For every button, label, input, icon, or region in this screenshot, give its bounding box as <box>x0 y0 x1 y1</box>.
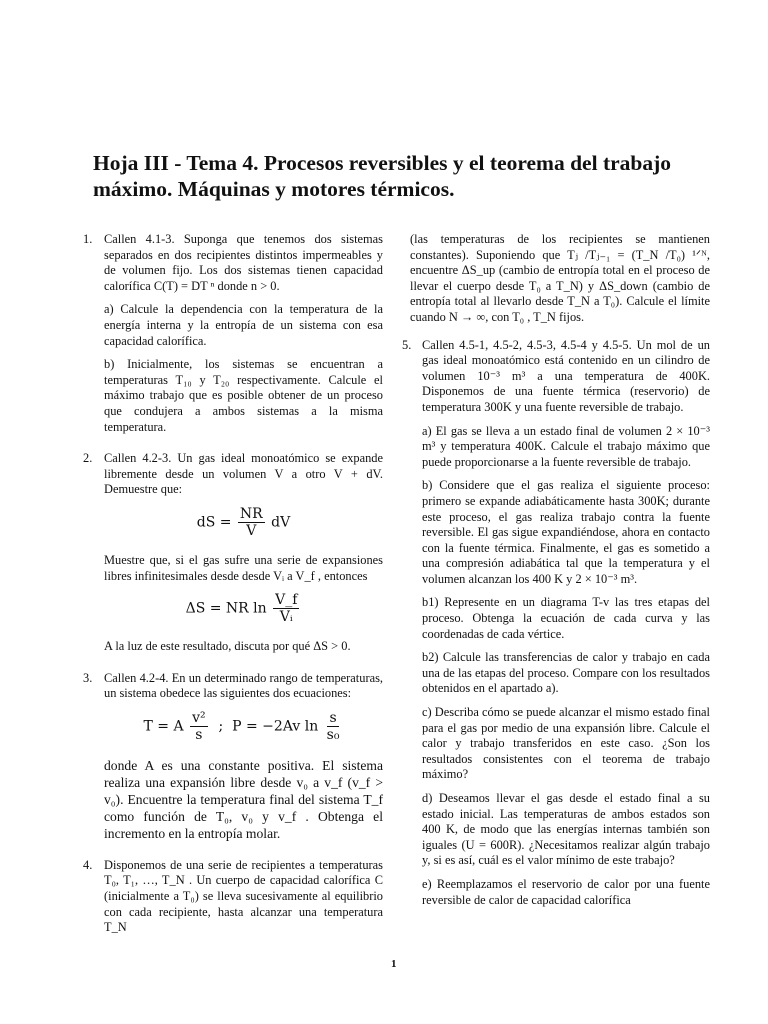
eq-fraction <box>238 506 265 539</box>
problem-4 <box>83 858 383 936</box>
equation-ds <box>104 506 383 539</box>
problem-3 <box>83 671 383 842</box>
page-number: 1 <box>391 958 397 970</box>
problem-intro: Callen 4.2-4. En un determinado rango de temperaturas, un sistema obedece las siguientes dos ecuaciones: <box>104 670 383 701</box>
problem-number: 1. <box>83 232 93 246</box>
eq-numerator: s <box>329 709 337 726</box>
eq-lhs: dS = <box>196 514 232 531</box>
eq-separator: ; <box>218 718 224 735</box>
problem-intro: Callen 4.1-3. Suponga que tenemos dos sistemas separados en dos recipientes distintos impermeables y de volumen fijo. Los dos sistemas tienen capacidad calorífica C(T) = DT ⁿ donde n > 0. <box>104 232 383 293</box>
eq-denominator: V <box>246 522 257 539</box>
eq-numerator: v² <box>192 709 206 726</box>
problem-5 <box>402 337 710 909</box>
problem-part: b) Considere que el gas realiza el siguiente proceso: primero se expande adiabáticamente hasta 300K; durante este proceso, el gas realiza trabajo contra la fuente reversible. El gas sigue expandiéndose, ahora en contacto con la fuente térmica. Finalmente, el gas es sometido a una compresión adiabática tal que la temperatura y el volumen alcanzan los 400 K y 2 × 10⁻³ m³. <box>422 478 710 586</box>
eq-numerator: NR <box>239 505 263 522</box>
problem-part: b1) Represente en un diagrama T-v las tres etapas del proceso. Obtenga la ecuación de cada curva y las coordenadas de cada vértice. <box>422 595 710 641</box>
eq-rhs: dV <box>271 514 291 531</box>
eq-numerator: V_f <box>275 592 298 609</box>
problem-2 <box>83 451 383 655</box>
problem-part: d) Deseamos llevar el gas desde el estado final a su estado inicial. Las temperaturas de ambos estados son 400 K, de modo que las energías internas también son iguales (U = 600R). ¿Necesitamos realizar algún trabajo y, si es así, cuál es el valor mínimo de este trabajo? <box>422 791 710 868</box>
problem-1 <box>83 232 383 435</box>
problem-intro: Callen 4.2-3. Un gas ideal monoatómico se expande libremente desde un volumen V a otro V + dV. Demuestre que: <box>104 451 383 497</box>
right-column <box>402 232 710 916</box>
page-title: Hoja III - Tema 4. Procesos reversibles y el teorema del trabajo máximo. Máquinas y motores térmicos. <box>93 151 672 201</box>
eq-fraction <box>273 592 299 625</box>
eq-lhs: ΔS = NR ln <box>185 600 267 617</box>
problem-part: b) Inicialmente, los sistemas se encuentran a temperaturas T₁₀ y T₂₀ respectivamente. Calcule el máximo trabajo que es posible obtener de un proceso que condujera a ambos sistemas a la misma temperatura. <box>104 357 383 434</box>
problem-intro: Callen 4.5-1, 4.5-2, 4.5-3, 4.5-4 y 4.5-5. Un mol de un gas ideal monoatómico está contenido en un cilindro de volumen 10⁻³ m³ a una temperatura de 400K. Disponemos de una fuente térmica (reservorio) de temperatura 300K y una fuente reversible de trabajo. <box>422 337 710 414</box>
eq-denominator: s₀ <box>326 726 340 743</box>
eq-denominator: s <box>195 726 203 743</box>
problem-part: b2) Calcule las transferencias de calor y trabajo en cada una de las etapas del proceso. Compare con los resultados obtenidos en el apartado a). <box>422 650 710 696</box>
eq-t-lhs: T = A <box>143 718 184 735</box>
equation-delta-s <box>104 592 383 625</box>
left-column <box>83 232 383 944</box>
problem-number: 5. <box>402 337 412 352</box>
problem-part: e) Reemplazamos el reservorio de calor por una fuente reversible de calor de capacidad calorífica <box>422 876 710 907</box>
problem-text: Disponemos de una serie de recipientes a temperaturas T₀, T₁, …, T_N . Un cuerpo de capacidad calorífica C (inicialmente a T₀) se lleva sucesivamente al equilibrio con cada recipiente, hasta alcanzar una temperatura T_N <box>104 857 383 935</box>
problem-number: 2. <box>83 451 93 466</box>
problem-part: a) Calcule la dependencia con la temperatura de la energía interna y la entropía de un sistema con esa capacidad calorífica. <box>104 302 383 348</box>
equation-state <box>104 710 383 743</box>
problem-text: donde A es una constante positiva. El sistema realiza una expansión libre desde v₀ a v_f (v_f > v₀). Encuentre la temperatura final del sistema T_f como función de T₀, v₀ y v_f . Obtenga el incremento en la entropía molar. <box>104 757 383 841</box>
eq-denominator: Vᵢ <box>279 609 293 626</box>
problem-number: 4. <box>83 857 93 872</box>
eq-fraction <box>190 710 208 743</box>
problem-4-continued: (las temperaturas de los recipientes se mantienen constantes). Suponiendo que Tⱼ /Tⱼ₋₁ = (T_N /T₀) ¹ᐟᴺ, encuentre ΔS_up (cambio de entropía total en el proceso de llevar el cuerpo desde T₀ a T_N) y ΔS_down (cambio de entropía total al llevarlo desde T_N a T₀). Calcule el límite cuando N → ∞, con T₀ , T_N fijos. <box>410 232 710 324</box>
problem-text: Muestre que, si el gas sufre una serie de expansiones libres infinitesimales desde desde Vᵢ a V_f , entonces <box>104 552 383 583</box>
problem-part: c) Describa cómo se puede alcanzar el mismo estado final para el gas por medio de una expansión libre. Calcule el calor y trabajo transferidos en este caso. ¿Son los resultados consistentes con el teorema de trabajo máximo? <box>422 705 710 782</box>
problem-number: 3. <box>83 670 93 685</box>
problem-text: A la luz de este resultado, discuta por qué ΔS > 0. <box>104 639 351 654</box>
eq-p-lhs: P = −2Av ln <box>232 718 319 735</box>
problem-part: a) El gas se lleva a un estado final de volumen 2 × 10⁻³ m³ y temperatura 400K. Calcule el trabajo máximo que puede proporcionarse a la fuente reversible de trabajo. <box>422 423 710 469</box>
eq-fraction <box>325 710 342 743</box>
